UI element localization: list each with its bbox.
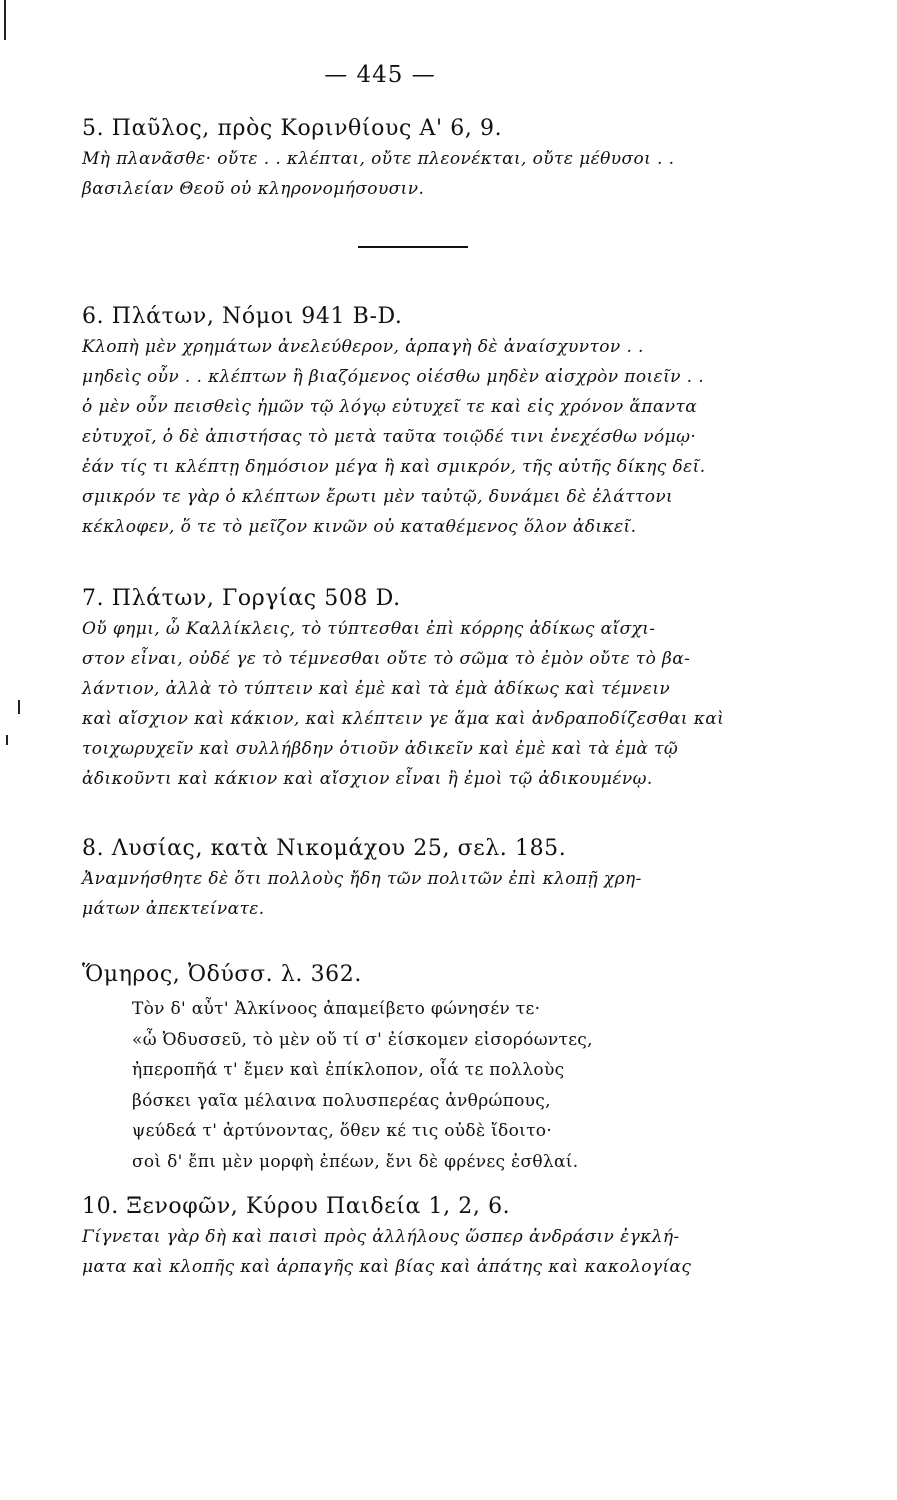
text-line: Γίγνεται γὰρ δὴ καὶ παισὶ πρὸς ἀλλήλους ὥσπερ ἀνδράσιν ἐγκλή- [82, 1227, 680, 1247]
section-text [82, 144, 762, 204]
text-line: Οὔ φημι, ὦ Καλλίκλεις, τὸ τύπτεσθαι ἐπὶ κόρρης ἀδίκως αἴσχι- [82, 619, 656, 639]
page-number: — 445 — [324, 62, 436, 88]
section-5 [82, 114, 762, 204]
text-line: Κλοπὴ μὲν χρημάτων ἀνελεύθερον, ἁρπαγὴ δὲ ἀναίσχυντον . . [82, 337, 644, 357]
verse-line: «ὦ Ὀδυσσεῦ, τὸ μὲν οὔ τί σ' ἐίσκομεν εἰσορόωντες, [132, 1029, 593, 1050]
text-line: καὶ αἴσχιον καὶ κάκιον, καὶ κλέπτειν γε ἅμα καὶ ἀνδραποδίζεσθαι καὶ [82, 709, 725, 729]
section-7 [82, 584, 762, 794]
verse-line: σοὶ δ' ἔπι μὲν μορφὴ ἐπέων, ἔνι δὲ φρένες ἐσθλαί. [132, 1151, 579, 1172]
text-line: Μὴ πλανᾶσθε· οὔτε . . κλέπται, οὔτε πλεονέκται, οὔτε μέθυσοι . . [82, 149, 675, 169]
section-heading: 7. Πλάτων, Γοργίας 508 D. [82, 586, 401, 611]
text-line: Ἀναμνήσθητε δὲ ὅτι πολλοὺς ἤδη τῶν πολιτῶν ἐπὶ κλοπῇ χρη- [82, 869, 642, 889]
text-line: εὐτυχοῖ, ὁ δὲ ἀπιστήσας τὸ μετὰ ταῦτα τοιῷδέ τινι ἐνεχέσθω νόμῳ· [82, 427, 697, 447]
text-line: ἀδικοῦντι καὶ κάκιον καὶ αἴσχιον εἶναι ἢ ἐμοὶ τῷ ἀδικουμένῳ. [82, 769, 653, 789]
section-6 [82, 302, 762, 542]
section-heading: 6. Πλάτων, Νόμοι 941 Β-D. [82, 304, 403, 329]
homer-verses [132, 994, 732, 1177]
text-line: στον εἶναι, οὐδέ γε τὸ τέμνεσθαι οὔτε τὸ σῶμα τὸ ἐμὸν οὔτε τὸ βα- [82, 649, 691, 669]
text-line: σμικρόν τε γὰρ ὁ κλέπτων ἔρωτι μὲν ταὐτῷ, δυνάμει δὲ ἐλάττονι [82, 487, 674, 507]
text-line: λάντιον, ἀλλὰ τὸ τύπτειν καὶ ἐμὲ καὶ τὰ ἐμὰ ἀδίκως καὶ τέμνειν [82, 679, 671, 699]
section-text [82, 614, 762, 794]
verse-line: Τὸν δ' αὖτ' Ἀλκίνοος ἀπαμείβετο φώνησέν τε· [132, 999, 541, 1019]
section-heading: 8. Λυσίας, κατὰ Νικομάχου 25, σελ. 185. [82, 836, 567, 861]
section-heading: Ὅμηρος, Ὀδύσσ. λ. 362. [82, 962, 362, 987]
text-line: κέκλοφεν, ὅ τε τὸ μεῖζον κινῶν οὐ καταθέμενος ὅλον ἀδικεῖ. [82, 517, 637, 537]
scan-edge-mark [6, 735, 8, 745]
section-heading: 5. Παῦλος, πρὸς Κορινθίους Α' 6, 9. [82, 116, 503, 141]
section-10 [82, 1192, 762, 1282]
section-text [82, 864, 762, 924]
verse-line: βόσκει γαῖα μέλαινα πολυσπερέας ἀνθρώπους, [132, 1090, 551, 1111]
text-line: ὁ μὲν οὖν πεισθεὶς ἡμῶν τῷ λόγῳ εὐτυχεῖ τε καὶ εἰς χρόνον ἅπαντα [82, 397, 698, 417]
scan-edge-mark [4, 0, 6, 40]
section-divider [358, 246, 468, 248]
section-homer [82, 960, 762, 990]
scan-edge-mark [18, 700, 20, 714]
text-line: ἐάν τίς τι κλέπτῃ δημόσιον μέγα ἢ καὶ σμικρόν, τῆς αὐτῆς δίκης δεῖ. [82, 457, 706, 477]
text-line: τοιχωρυχεῖν καὶ συλλήβδην ὁτιοῦν ἀδικεῖν καὶ ἐμὲ καὶ τὰ ἐμὰ τῷ [82, 739, 679, 759]
section-text [82, 332, 762, 542]
text-line: μάτων ἀπεκτείνατε. [82, 899, 265, 919]
section-text [82, 1222, 762, 1282]
section-8 [82, 834, 762, 924]
text-line: βασιλείαν Θεοῦ οὐ κληρονομήσουσιν. [82, 179, 425, 199]
section-heading: 10. Ξενοφῶν, Κύρου Παιδεία 1, 2, 6. [82, 1194, 511, 1219]
verse-line: ἠπεροπῆά τ' ἔμεν καὶ ἐπίκλοπον, οἷά τε πολλοὺς [132, 1060, 565, 1080]
verse-line: ψεύδεά τ' ἀρτύνοντας, ὅθεν κέ τις οὐδὲ ἴδοιτο· [132, 1121, 553, 1141]
text-line: ματα καὶ κλοπῆς καὶ ἁρπαγῆς καὶ βίας καὶ ἀπάτης καὶ κακολογίας [82, 1257, 692, 1277]
text-line: μηδεὶς οὖν . . κλέπτων ἢ βιαζόμενος οἰέσθω μηδὲν αἰσχρὸν ποιεῖν . . [82, 367, 705, 387]
